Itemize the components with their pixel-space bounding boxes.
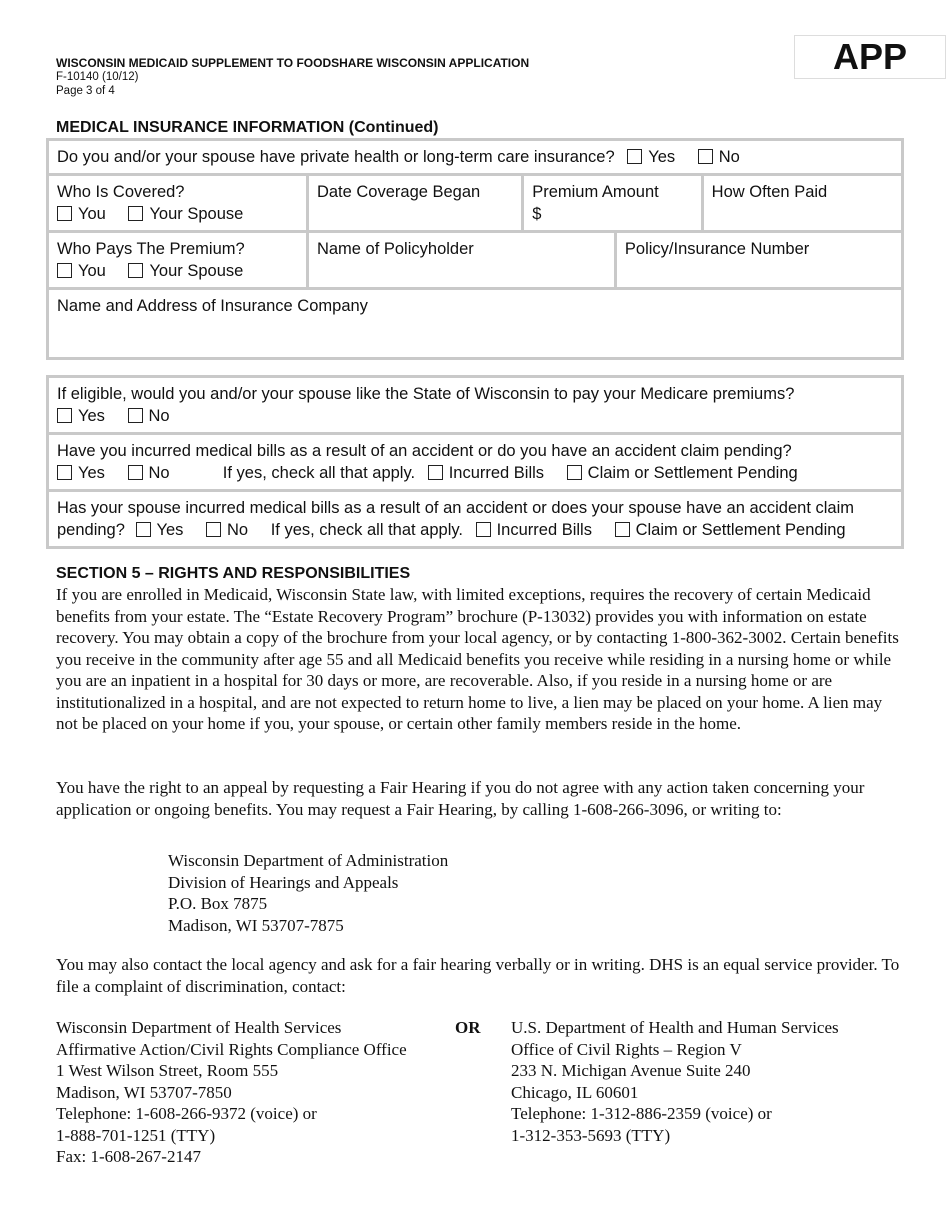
covered-spouse-checkbox[interactable]: [128, 206, 143, 221]
spouse-claim-checkbox[interactable]: [615, 522, 630, 537]
address-line: Chicago, IL 60601: [511, 1082, 639, 1102]
pays-spouse-checkbox[interactable]: [128, 263, 143, 278]
address-line: P.O. Box 7875: [168, 894, 268, 913]
app-label: APP: [794, 35, 946, 79]
form-title: WISCONSIN MEDICAID SUPPLEMENT TO FOODSHARE WISCONSIN APPLICATION: [56, 56, 530, 70]
medical-insurance-title: MEDICAL INSURANCE INFORMATION (Continued): [56, 119, 439, 136]
hearings-address: [168, 850, 448, 936]
address-line: 1-312-353-5693 (TTY): [511, 1125, 671, 1145]
address-line: Telephone: 1-312-886-2359 (voice) or: [511, 1104, 772, 1123]
premium-amount-field[interactable]: [523, 175, 702, 232]
accident-yes-checkbox[interactable]: [57, 465, 72, 480]
you-label: You: [78, 205, 106, 223]
dhs-address: [56, 1017, 407, 1168]
no-label: No: [148, 464, 170, 482]
private-insurance-question: Do you and/or your spouse have private health or long-term care insurance?: [57, 148, 615, 166]
insurance-company-label: Name and Address of Insurance Company: [57, 297, 368, 315]
spouse-accident-yes-checkbox[interactable]: [136, 522, 151, 537]
who-pays-cell: [48, 232, 308, 289]
spouse-incurred-checkbox[interactable]: [476, 522, 491, 537]
section5-title: SECTION 5 – RIGHTS AND RESPONSIBILITIES: [56, 565, 411, 582]
address-line: 1 West Wilson Street, Room 555: [56, 1061, 279, 1080]
premium-amount-label: Premium Amount: [532, 183, 659, 201]
form-header: [56, 56, 529, 98]
hhs-address: [511, 1017, 839, 1146]
accident-question: Have you incurred medical bills as a result of an accident or do you have an accident claim pending?: [57, 442, 792, 460]
insurance-table: [46, 138, 904, 360]
address-line: Wisconsin Department of Health Services: [56, 1018, 342, 1037]
medicare-no-checkbox[interactable]: [128, 408, 143, 423]
address-line: Madison, WI 53707-7875: [168, 915, 344, 935]
address-line: 1-888-701-1251 (TTY): [56, 1125, 216, 1145]
how-often-field[interactable]: [702, 175, 902, 232]
accident-question-cell: [48, 434, 903, 491]
estate-recovery-paragraph: If you are enrolled in Medicaid, Wisconsin State law, with limited exceptions, requires the recovery of certain Medicaid benefits from your estate. The “Estate Recovery Program” brochure (P-13032) provides you with information on estate recovery. You may obtain a copy of the brochure from your local agency, or by contacting 1-800-362-3002. Certain benefits you receive in the community after age 55 and all Medicaid benefits you receive while residing in a nursing home or while you are an inpatient in a hospital for 30 days or more, are recoverable. Also, if you reside in a nursing home or are institutionalized in a hospital, and are not expected to return home to live, a lien may be placed on your home. A lien may not be placed on your home if you, your spouse, or certain other family members reside in the home.: [56, 585, 899, 733]
insurance-company-field[interactable]: [48, 289, 903, 359]
medicare-yes-checkbox[interactable]: [57, 408, 72, 423]
policyholder-field[interactable]: [307, 232, 615, 289]
address-line: Madison, WI 53707-7850: [56, 1082, 232, 1102]
claim-pending-label: Claim or Settlement Pending: [635, 521, 846, 539]
date-coverage-label: Date Coverage Began: [316, 183, 481, 201]
yes-label: Yes: [78, 407, 105, 425]
spouse-label: Your Spouse: [149, 262, 244, 280]
spouse-accident-question: Has your spouse incurred medical bills as a result of an accident or does your spouse have an accident claim: [57, 499, 855, 517]
accident-claim-checkbox[interactable]: [567, 465, 582, 480]
who-covered-label: Who Is Covered?: [57, 183, 185, 201]
no-label: No: [148, 407, 170, 425]
spouse-accident-question-end: pending?: [57, 521, 125, 539]
if-yes-label: If yes, check all that apply.: [222, 464, 416, 482]
policyholder-label: Name of Policyholder: [316, 240, 474, 258]
address-line: 233 N. Michigan Avenue Suite 240: [511, 1061, 751, 1080]
if-yes-label: If yes, check all that apply.: [270, 521, 463, 539]
address-line: Affirmative Action/Civil Rights Compliance Office: [56, 1039, 407, 1059]
questions-table: [46, 375, 904, 549]
how-often-label: How Often Paid: [711, 183, 828, 201]
address-line: Telephone: 1-608-266-9372 (voice) or: [56, 1104, 317, 1123]
covered-you-checkbox[interactable]: [57, 206, 72, 221]
form-number: F-10140 (10/12): [56, 71, 139, 83]
who-pays-label: Who Pays The Premium?: [57, 240, 245, 258]
yes-label: Yes: [156, 521, 184, 539]
private-insurance-row: [48, 140, 903, 175]
policy-number-field[interactable]: [615, 232, 902, 289]
policy-number-label: Policy/Insurance Number: [624, 240, 810, 258]
private-yes-checkbox[interactable]: [627, 149, 642, 164]
date-coverage-field[interactable]: [307, 175, 522, 232]
medicare-question-cell: [48, 377, 903, 434]
who-covered-cell: [48, 175, 308, 232]
spouse-label: Your Spouse: [149, 205, 244, 223]
address-line: Division of Hearings and Appeals: [168, 872, 399, 892]
accident-no-checkbox[interactable]: [128, 465, 143, 480]
page-number: Page 3 of 4: [56, 85, 115, 97]
fair-hearing-paragraph: You have the right to an appeal by requesting a Fair Hearing if you do not agree with any action taken concerning your application or ongoing benefits. You may request a Fair Hearing, by calling 1-608-266-3096, or writing to:: [56, 778, 865, 819]
claim-pending-label: Claim or Settlement Pending: [587, 464, 798, 482]
address-line: Wisconsin Department of Administration: [168, 851, 449, 870]
you-label: You: [78, 262, 106, 280]
address-line: Office of Civil Rights – Region V: [511, 1039, 742, 1059]
address-line: U.S. Department of Health and Human Services: [511, 1018, 839, 1037]
accident-incurred-checkbox[interactable]: [428, 465, 443, 480]
yes-label: Yes: [648, 148, 676, 166]
no-label: No: [718, 148, 740, 166]
address-line: Fax: 1-608-267-2147: [56, 1147, 201, 1166]
discrimination-paragraph: You may also contact the local agency and ask for a fair hearing verbally or in writing. DHS is an equal service provider. To file a complaint of discrimination, contact:: [56, 955, 900, 996]
dollar-sign: $: [532, 205, 542, 223]
spouse-accident-cell: [48, 491, 903, 548]
incurred-bills-label: Incurred Bills: [448, 464, 545, 482]
medicare-question: If eligible, would you and/or your spouse like the State of Wisconsin to pay your Medicare premiums?: [57, 385, 795, 403]
pays-you-checkbox[interactable]: [57, 263, 72, 278]
no-label: No: [227, 521, 249, 539]
or-separator: OR: [455, 1018, 481, 1037]
yes-label: Yes: [78, 464, 105, 482]
spouse-accident-no-checkbox[interactable]: [206, 522, 221, 537]
incurred-bills-label: Incurred Bills: [496, 521, 592, 539]
private-no-checkbox[interactable]: [698, 149, 713, 164]
